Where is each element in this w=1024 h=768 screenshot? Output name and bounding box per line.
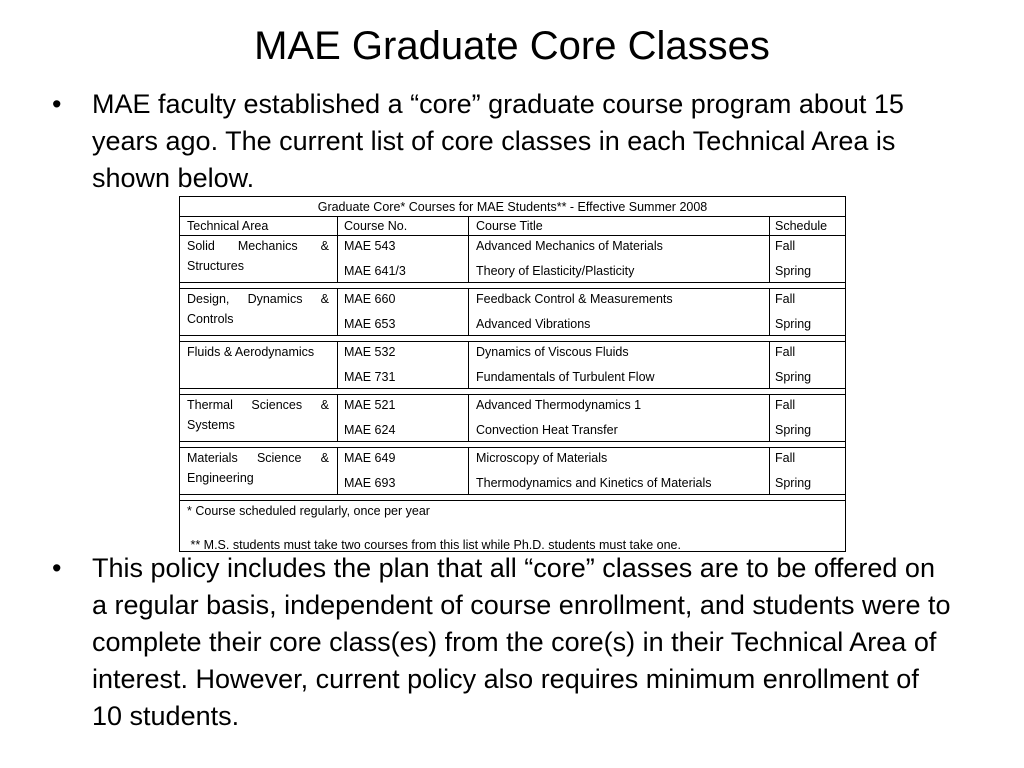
table-divider bbox=[468, 447, 469, 494]
course-schedule: Spring bbox=[775, 476, 812, 490]
course-number: MAE 731 bbox=[344, 370, 396, 384]
course-schedule: Fall bbox=[775, 239, 796, 253]
table-rule bbox=[180, 500, 845, 501]
table-divider bbox=[468, 394, 469, 441]
column-header: Course No. bbox=[344, 219, 408, 233]
technical-area: Fluids & Aerodynamics bbox=[187, 345, 315, 359]
table-divider bbox=[769, 216, 770, 235]
table-divider bbox=[337, 447, 338, 494]
table-divider bbox=[769, 235, 770, 282]
core-courses-table bbox=[179, 196, 846, 552]
course-title: Advanced Vibrations bbox=[476, 317, 591, 331]
course-title: Convection Heat Transfer bbox=[476, 423, 618, 437]
technical-area: Materials Science & Engineering bbox=[187, 451, 329, 485]
table-divider bbox=[468, 235, 469, 282]
technical-area: Thermal Sciences & Systems bbox=[187, 398, 329, 432]
course-title: Advanced Thermodynamics 1 bbox=[476, 398, 642, 412]
course-number: MAE 532 bbox=[344, 345, 396, 359]
table-divider bbox=[468, 288, 469, 335]
course-schedule: Fall bbox=[775, 292, 796, 306]
table-divider bbox=[337, 216, 338, 235]
table-divider bbox=[769, 447, 770, 494]
course-number: MAE 660 bbox=[344, 292, 396, 306]
table-rule bbox=[180, 494, 845, 495]
table-divider bbox=[337, 341, 338, 388]
course-title: Fundamentals of Turbulent Flow bbox=[476, 370, 655, 384]
footnote: ** M.S. students must take two courses from this list while Ph.D. students must take one. bbox=[187, 538, 681, 552]
course-title: Thermodynamics and Kinetics of Materials bbox=[476, 476, 712, 490]
course-title: Microscopy of Materials bbox=[476, 451, 608, 465]
column-header: Technical Area bbox=[187, 219, 269, 233]
course-schedule: Spring bbox=[775, 423, 812, 437]
course-title: Theory of Elasticity/Plasticity bbox=[476, 264, 635, 278]
bullet-marker: • bbox=[52, 89, 62, 119]
course-number: MAE 624 bbox=[344, 423, 396, 437]
course-schedule: Fall bbox=[775, 345, 796, 359]
course-number: MAE 649 bbox=[344, 451, 396, 465]
course-title: Advanced Mechanics of Materials bbox=[476, 239, 663, 253]
course-number: MAE 521 bbox=[344, 398, 396, 412]
table-divider bbox=[337, 235, 338, 282]
column-header: Schedule bbox=[775, 219, 828, 233]
footnote: * Course scheduled regularly, once per year bbox=[187, 504, 430, 518]
table-divider bbox=[337, 394, 338, 441]
course-title: Feedback Control & Measurements bbox=[476, 292, 673, 306]
course-number: MAE 543 bbox=[344, 239, 396, 253]
course-title: Dynamics of Viscous Fluids bbox=[476, 345, 629, 359]
table-rule bbox=[180, 216, 845, 217]
course-number: MAE 693 bbox=[344, 476, 396, 490]
course-schedule: Spring bbox=[775, 317, 812, 331]
column-header: Course Title bbox=[476, 219, 543, 233]
course-number: MAE 641/3 bbox=[344, 264, 406, 278]
course-schedule: Fall bbox=[775, 451, 796, 465]
course-number: MAE 653 bbox=[344, 317, 396, 331]
slide-title: MAE Graduate Core Classes bbox=[254, 24, 770, 68]
course-schedule: Spring bbox=[775, 264, 812, 278]
bullet-text: MAE faculty established a “core” graduate course program about 15 years ago. The current list of core classes in each Technical Area is shown below. bbox=[92, 89, 904, 193]
bullet-marker: • bbox=[52, 553, 62, 583]
table-rule bbox=[180, 388, 845, 389]
technical-area: Solid Mechanics & Structures bbox=[187, 239, 329, 273]
table-divider bbox=[769, 341, 770, 388]
course-schedule: Spring bbox=[775, 370, 812, 384]
table-rule bbox=[180, 441, 845, 442]
table-divider bbox=[468, 216, 469, 235]
table-rule bbox=[180, 335, 845, 336]
table-rule bbox=[180, 282, 845, 283]
bullet-text: This policy includes the plan that all “core” classes are to be offered on a regular basis, independent of course enrollment, and students were to complete their core class(es) from the core(s) in their Technical Area of interest. However, current policy also requires minimum enrollment of 10 students. bbox=[92, 553, 951, 731]
table-divider bbox=[769, 394, 770, 441]
course-schedule: Fall bbox=[775, 398, 796, 412]
technical-area: Design, Dynamics & Controls bbox=[187, 292, 329, 326]
table-divider bbox=[769, 288, 770, 335]
table-divider bbox=[468, 341, 469, 388]
table-caption: Graduate Core* Courses for MAE Students** - Effective Summer 2008 bbox=[317, 200, 708, 214]
table-divider bbox=[337, 288, 338, 335]
